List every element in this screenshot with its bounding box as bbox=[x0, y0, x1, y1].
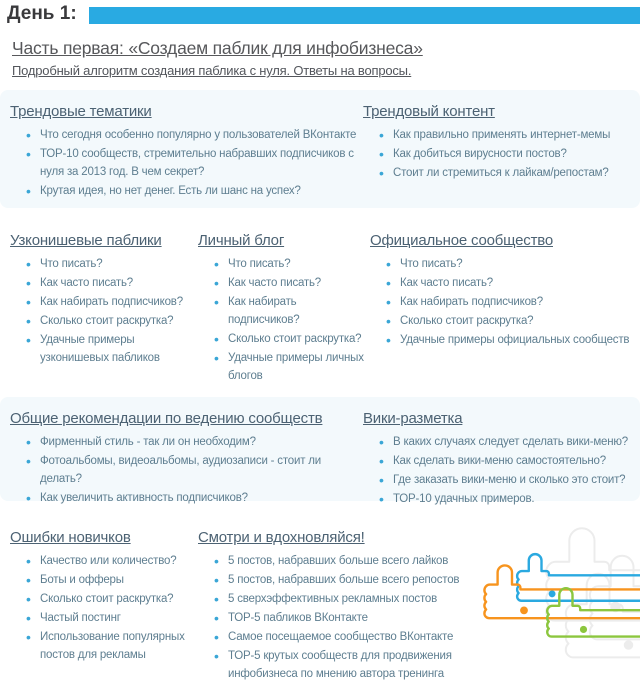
topic-item: • Где заказать вики-меню и сколько это стоит? bbox=[363, 471, 635, 489]
topic-item: • Сколько стоит раскрутка? bbox=[10, 590, 198, 608]
section-heading: Смотри и вдохновляйся! bbox=[198, 529, 365, 546]
section-3 bbox=[0, 397, 640, 505]
day-title: День 1: bbox=[7, 3, 77, 24]
topic-item: • Как набирать подписчиков? bbox=[370, 293, 640, 311]
section-heading: Ошибки новичков bbox=[10, 529, 131, 546]
topic-item: • 5 постов, набравших больше всего репостов bbox=[198, 571, 518, 589]
topic-item: • В каких случаях следует сделать вики-меню? bbox=[363, 433, 635, 451]
topic-item: • Частый постинг bbox=[10, 609, 198, 627]
topic-item: • Использование популярных постов для рекламы bbox=[10, 628, 198, 664]
topic-item: • Как правильно применять интернет-мемы bbox=[363, 126, 633, 144]
section-column bbox=[10, 409, 363, 508]
section-heading: Личный блог bbox=[198, 232, 285, 249]
topic-item: • Удачные примеры официальных сообществ bbox=[370, 331, 640, 349]
section-2 bbox=[0, 218, 640, 394]
topic-item: • ТОР-5 пабликов ВКонтакте bbox=[198, 609, 518, 627]
topic-item: • Фирменный стиль - так ли он необходим? bbox=[10, 433, 363, 451]
topic-item: • Удачные примеры личных блогов bbox=[198, 349, 370, 385]
section-column bbox=[363, 102, 633, 183]
topic-item: • ТОР-10 сообществ, стремительно набравших подписчиков с нуля за 2013 год. В чем секрет? bbox=[10, 145, 363, 181]
section-column bbox=[363, 409, 635, 509]
section-heading: Общие рекомендации по ведению сообществ bbox=[10, 410, 323, 427]
topic-item: • Крутая идея, но нет денег. Есть ли шанс на успех? bbox=[10, 182, 363, 200]
part-title: Часть первая: «Создаем паблик для инфобизнеса» bbox=[12, 38, 423, 58]
topic-item: • Самое посещаемое сообщество ВКонтакте bbox=[198, 628, 518, 646]
topic-item: • Как набирать подписчиков? bbox=[10, 293, 198, 311]
section-heading: Трендовые тематики bbox=[10, 103, 152, 120]
topic-list bbox=[370, 255, 640, 349]
topic-item: • 5 сверхэффективных рекламных постов bbox=[198, 590, 518, 608]
topic-list bbox=[10, 255, 198, 367]
topic-list bbox=[10, 552, 198, 664]
section-column bbox=[10, 528, 198, 665]
topic-item: • Как часто писать? bbox=[10, 274, 198, 292]
topic-item: • Как часто писать? bbox=[370, 274, 640, 292]
topic-item: • Сколько стоит раскрутка? bbox=[10, 312, 198, 330]
topic-list bbox=[363, 433, 635, 508]
topic-item: • Стоит ли стремиться к лайкам/репостам? bbox=[363, 164, 633, 182]
topic-item: • Как сделать вики-меню самостоятельно? bbox=[363, 452, 635, 470]
topic-item: • Что писать? bbox=[370, 255, 640, 273]
thumb-gray-2-icon bbox=[590, 556, 640, 640]
topic-item: • Сколько стоит раскрутка? bbox=[370, 312, 640, 330]
thumbs-up-likes-graphic bbox=[470, 500, 640, 664]
topic-item: • 5 постов, набравших больше всего лайков bbox=[198, 552, 518, 570]
intro-block bbox=[12, 38, 640, 78]
topic-item: • Качество или количество? bbox=[10, 552, 198, 570]
part-subtitle: Подробный алгоритм создания паблика с нуля. Ответы на вопросы. bbox=[12, 63, 412, 78]
topic-item: • Что сегодня особенно популярно у пользователей ВКонтакте bbox=[10, 126, 363, 144]
topic-list bbox=[10, 126, 363, 200]
header bbox=[0, 0, 640, 25]
topic-item: • Как добиться вирусности постов? bbox=[363, 145, 633, 163]
accent-bar bbox=[89, 7, 640, 24]
topic-item: • Фотоальбомы, видеоальбомы, аудиозаписи - стоит ли делать? bbox=[10, 452, 363, 488]
section-column bbox=[198, 231, 370, 386]
section-column bbox=[370, 231, 640, 350]
thumb-blue-icon bbox=[517, 554, 640, 601]
topic-item: • Удачные примеры узконишевых пабликов bbox=[10, 331, 198, 367]
topic-item: • ТОР-10 удачных примеров. bbox=[363, 490, 635, 508]
topic-list bbox=[10, 433, 363, 507]
topic-item: • Как набирать подписчиков? bbox=[198, 293, 370, 329]
section-heading: Официальное сообщество bbox=[370, 232, 553, 249]
topic-item: • Что писать? bbox=[10, 255, 198, 273]
topic-list bbox=[198, 255, 370, 385]
section-column bbox=[10, 102, 363, 201]
topic-item: • Как увеличить активность подписчиков? bbox=[10, 489, 363, 507]
topic-item: • Сколько стоит раскрутка? bbox=[198, 330, 370, 348]
topic-item: • ТОР-5 крутых сообществ для продвижения инфобизнеса по мнению автора тренинга bbox=[198, 647, 518, 683]
section-heading: Трендовый контент bbox=[363, 103, 495, 120]
section-heading: Узконишевые паблики bbox=[10, 232, 162, 249]
section-heading: Вики-разметка bbox=[363, 410, 463, 427]
section-column bbox=[10, 231, 198, 368]
topic-item: • Что писать? bbox=[198, 255, 370, 273]
topic-item: • Боты и офферы bbox=[10, 571, 198, 589]
topic-list bbox=[363, 126, 633, 182]
topic-item: • Как часто писать? bbox=[198, 274, 370, 292]
section-1 bbox=[0, 90, 640, 208]
